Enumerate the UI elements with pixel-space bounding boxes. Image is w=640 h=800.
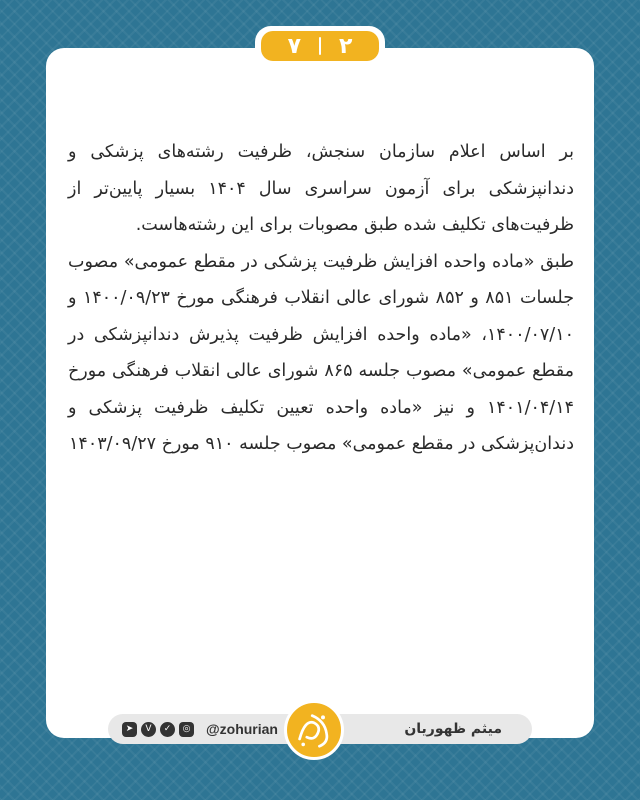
brand-logo [284,700,344,760]
page-indicator-pill [261,31,379,61]
page-separator [319,37,321,55]
page-indicator [255,26,385,66]
paragraph-2: طبق «ماده واحده افزایش ظرفیت پزشکی در مقطع عمومی» مصوب جلسات ۸۵۱ و ۸۵۲ شورای عالی انقلاب فرهنگی مورخ ۱۴۰۰/۰۹/۲۳ و ۱۴۰۰/۰۷/۱۰، «ماده واحده افزایش ظرفیت پذیرش دندانپزشکی در مقطع عمومی» مصوب جلسه ۸۶۵ شورای عالی انقلاب فرهنگی مورخ ۱۴۰۱/۰۴/۱۴ و نیز «ماده واحده تعیین تکلیف ظرفیت پزشکی و دندان‌پزشکی در مقطع عمومی» مصوب جلسه ۹۱۰ مورخ ۱۴۰۳/۰۹/۲۷ [68,251,575,454]
virasty-icon[interactable]: V [141,722,156,737]
brand-logo-mark [287,703,341,757]
social-handle[interactable]: @zohurian [206,721,278,737]
article-text [68,134,574,463]
page-total: ۷ [287,33,301,59]
social-handle-group[interactable] [122,714,278,744]
paragraph-1: بر اساس اعلام سازمان سنجش، ظرفیت رشته‌های پزشکی و دندانپزشکی برای آزمون سراسری سال ۱۴۰۴ بسیار پایین‌تر از ظرفیت‌های تکلیف شده طبق مصوبات برای این رشته‌هاست. [68,142,574,235]
check-icon[interactable]: ✓ [160,722,175,737]
author-name: میثم ظهوریان [404,721,502,737]
page-current: ۲ [339,33,353,59]
telegram-icon[interactable]: ➤ [122,722,137,737]
instagram-icon[interactable]: ◎ [179,722,194,737]
